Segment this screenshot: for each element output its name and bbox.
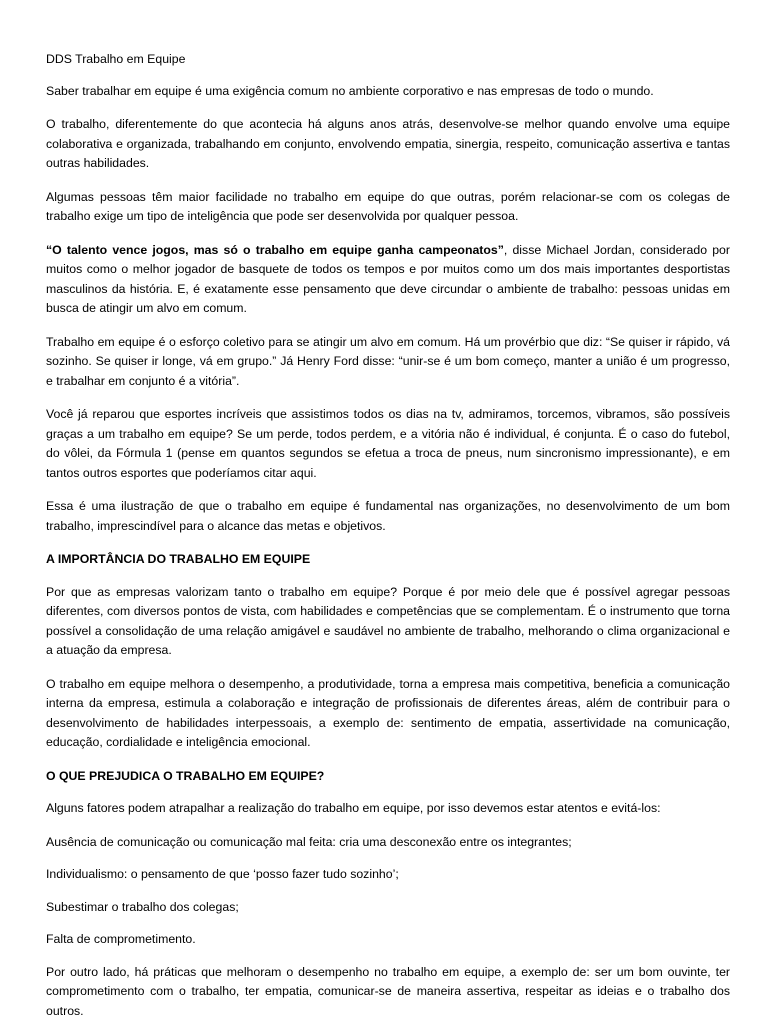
paragraph-sports: Você já reparou que esportes incríveis que assistimos todos os dias na tv, admiramos, torcemos, vibramos, são possíveis graças a um trabalho em equipe? Se um perde, todos perdem, e a vitória não é individual, é conjunta. É o caso do futebol, do vôlei, da Fórmula 1 (pense em quantos segundos se efetua a troca de pneus, num sincronismo impressionante), e em tantos outros esportes que poderíamos citar aqui. [46, 407, 730, 480]
paragraph-benefits: O trabalho em equipe melhora o desempenho, a produtividade, torna a empresa mais competitiva, beneficia a comunicação interna da empresa, estimula a colaboração e integração de profissionais de diferentes áreas, além de contribuir para o desenvolvimento de habilidades interpessoais, a exemplo de: sentimento de empatia, assertividade na comunicação, educação, cordialidade e inteligência emocional. [46, 676, 730, 749]
factor-item-underestimating: Subestimar o trabalho dos colegas; [46, 899, 239, 914]
paragraph-why-companies-value: Por que as empresas valorizam tanto o trabalho em equipe? Porque é por meio dele que é possível agregar pessoas diferentes, com diversos pontos de vista, com habilidades e competências que se complementam. É o instrumento que torna possível a consolidação de uma relação amigável e saudável no ambiente de trabalho, melhorando o clima organizacional e a atuação da empresa. [46, 584, 730, 657]
paragraph-definition: Trabalho em equipe é o esforço coletivo para se atingir um alvo em comum. Há um provérbio que diz: “Se quiser ir rápido, vá sozinho. Se quiser ir longe, vá em grupo.” Já Henry Ford disse: “unir-se é um bom começo, manter a união é um progresso, e trabalhar em conjunto é a vitória”. [46, 334, 730, 388]
heading-what-harms: O QUE PREJUDICA O TRABALHO EM EQUIPE? [46, 768, 325, 783]
paragraph-intelligence: Algumas pessoas têm maior facilidade no trabalho em equipe do que outras, porém relacionar-se com os colegas de trabalho exige um tipo de inteligência que pode ser desenvolvida por qualquer pessoa. [46, 189, 730, 223]
document-page [46, 50, 730, 1035]
factor-item-communication: Ausência de comunicação ou comunicação mal feita: cria uma desconexão entre os integrantes; [46, 834, 572, 849]
paragraph-factors-intro: Alguns fatores podem atrapalhar a realização do trabalho em equipe, por isso devemos estar atentos e evitá-los: [46, 801, 661, 815]
document-title: DDS Trabalho em Equipe [46, 52, 186, 66]
heading-importance: A IMPORTÂNCIA DO TRABALHO EM EQUIPE [46, 552, 311, 566]
factor-item-individualism: Individualismo: o pensamento de que ‘posso fazer tudo sozinho’; [46, 867, 399, 881]
quote-continuation: , disse Michael Jordan, considerado por muitos como o melhor jogador de basquete de todos os tempos e por muitos como um dos mais importantes desportistas masculinos da história. E, é exatamente esse pensamento que deve circundar o ambiente de trabalho: pessoas unidas em busca de atingir um alvo em comum. [46, 242, 730, 315]
factor-item-commitment: Falta de comprometimento. [46, 932, 196, 946]
quote-highlight: “O talento vence jogos, mas só o trabalho em equipe ganha campeonatos” [46, 242, 504, 257]
paragraph-michael-jordan-quote [46, 241, 730, 319]
paragraph-intro: Saber trabalhar em equipe é uma exigência comum no ambiente corporativo e nas empresas de todo o mundo. [46, 83, 654, 98]
paragraph-good-practices: Por outro lado, há práticas que melhoram o desempenho no trabalho em equipe, a exemplo de: ser um bom ouvinte, ter comprometimento com o trabalho, ter empatia, comunicar-se de maneira assertiva, respeitar as ideias e o trabalho dos outros. [46, 964, 730, 1018]
paragraph-illustration: Essa é uma ilustração de que o trabalho em equipe é fundamental nas organizações, no desenvolvimento de um bom trabalho, imprescindível para o alcance das metas e objetivos. [46, 499, 730, 533]
paragraph-teamwork-evolution: O trabalho, diferentemente do que acontecia há alguns anos atrás, desenvolve-se melhor quando envolve uma equipe colaborativa e organizada, trabalhando em conjunto, envolvendo empatia, sinergia, respeito, comunicação assertiva e tantas outras habilidades. [46, 117, 730, 170]
